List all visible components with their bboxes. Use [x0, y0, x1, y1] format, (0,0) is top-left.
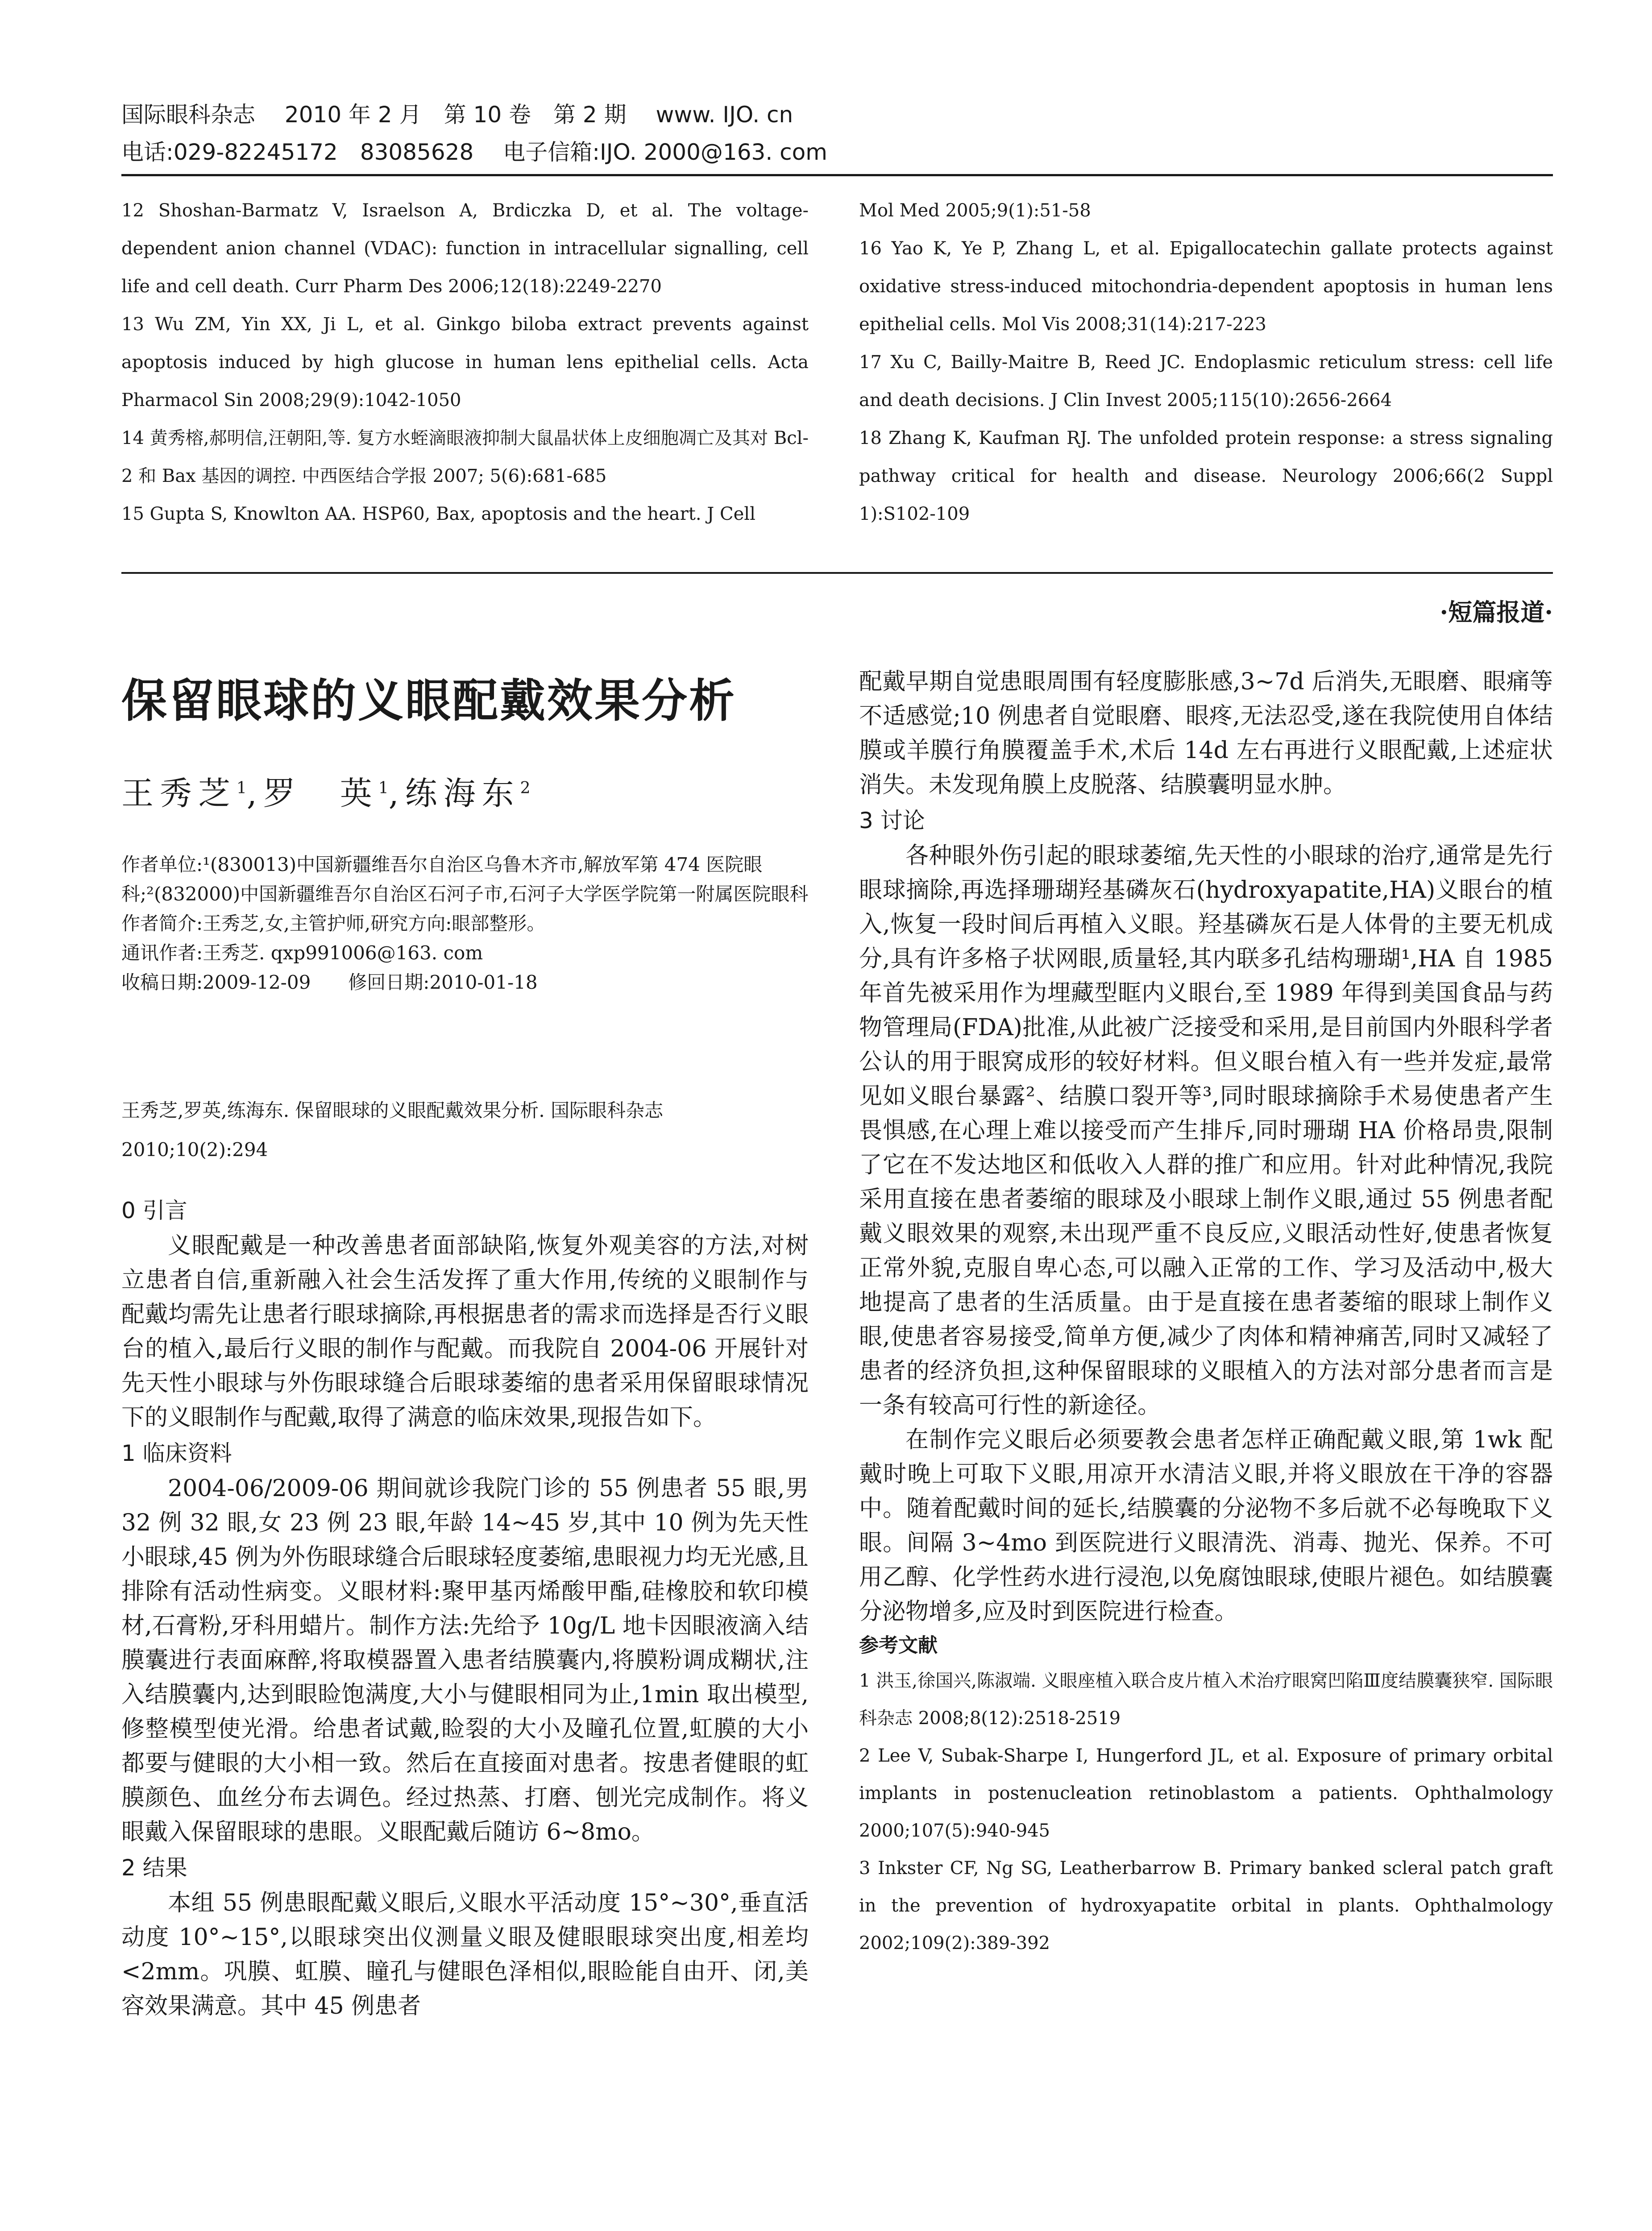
section-heading-clinical: 1 临床资料 [121, 1440, 232, 1466]
reference-item: 1 洪玉,徐国兴,陈淑端. 义眼座植入联合皮片植入术治疗眼窝凹陷Ⅲ度结膜囊狭窄. 国际眼科杂志 2008;8(12):2518-2519 [859, 1671, 1553, 1729]
author-name: ,练海东 [388, 775, 520, 812]
body-left-column [121, 1192, 809, 2024]
article-meta [121, 850, 809, 997]
prev-ref-item: 13 Wu ZM, Yin XX, Ji L, et al. Ginkgo biloba extract prevents against apoptosis induced by high glucose in human lens epithelial cells. Acta Pharmacol Sin 2008;29(9):1042-1050 [121, 314, 809, 411]
results-paragraph-continued: 配戴早期自觉患眼周围有轻度膨胀感,3~7d 后消失,无眼磨、眼痛等不适感觉;10 例患者自觉眼磨、眼疼,无法忍受,遂在我院使用自体结膜或羊膜行角膜覆盖手术,术后 14d 左右再进行义眼配戴,上述症状消失。未发现角膜上皮脱落、结膜囊明显水肿。 [859, 668, 1553, 798]
author-affiliations: 作者单位:¹(830013)中国新疆维吾尔自治区乌鲁木齐市,解放军第 474 医院眼科;²(832000)中国新疆维吾尔自治区石河子市,石河子大学医学院第一附属医院眼科 [121, 854, 809, 905]
prev-ref-item: 17 Xu C, Bailly-Maitre B, Reed JC. Endoplasmic reticulum stress: cell life and death decisions. J Clin Invest 2005;115(10):2656-2664 [859, 352, 1553, 411]
author-affiliation-mark: 2 [520, 779, 531, 797]
author-name: ,罗 英 [246, 775, 378, 812]
discussion-paragraph: 在制作完义眼后必须要教会患者怎样正确配戴义眼,第 1wk 配戴时晚上可取下义眼,用凉开水清洁义眼,并将义眼放在干净的容器中。随着配戴时间的延长,结膜囊的分泌物不多后就不必每晚取下义眼。间隔 3~4mo 到医院进行义眼清洗、消毒、抛光、保养。不可用乙醇、化学性药水进行浸泡,以免腐蚀眼球,使眼片褪色。如结膜囊分泌物增多,应及时到医院进行检查。 [859, 1427, 1553, 1625]
article-title: 保留眼球的义眼配戴效果分析 [121, 675, 736, 728]
prev-refs-right [859, 192, 1553, 533]
author-affiliation-mark: 1 [237, 779, 247, 797]
article-authors [121, 767, 531, 814]
references-heading: 参考文献 [859, 1634, 938, 1657]
section-heading-discussion: 3 讨论 [859, 808, 925, 834]
clinical-paragraph: 2004-06/2009-06 期间就诊我院门诊的 55 例患者 55 眼,男 32 例 32 眼,女 23 例 23 眼,年龄 14~45 岁,其中 10 例为先天性小眼球,45 例为外伤眼球缝合后眼球轻度萎缩,患眼视力均无光感,且排除有活动性病变。义眼材料:聚甲基丙烯酸甲酯,硅橡胶和软印模材,石膏粉,牙科用蜡片。制作方法:先给予 10g/L 地卡因眼液滴入结膜囊进行表面麻醉,将取模器置入患者结膜囊内,将膜粉调成糊状,注入结膜囊内,达到眼睑饱满度,大小与健眼相同为止,1min 取出模型,修整模型使光滑。给患者试戴,睑裂的大小及瞳孔位置,虹膜的大小都要与健眼的大小相一致。然后在直接面对患者。按患者健眼的虹膜颜色、血丝分布去调色。经过热蒸、打磨、刨光完成制作。将义眼戴入保留眼球的患眼。义眼配戴后随访 6~8mo。 [121, 1475, 809, 1845]
prev-refs-left [121, 192, 809, 533]
header-rule [121, 174, 1553, 176]
prev-ref-item: 18 Zhang K, Kaufman RJ. The unfolded protein response: a stress signaling pathway critical for health and disease. Neurology 2006;66(2 Suppl 1):S102-109 [859, 428, 1553, 524]
references-list [859, 1662, 1553, 1962]
prev-ref-item: 15 Gupta S, Knowlton AA. HSP60, Bax, apoptosis and the heart. J Cell [121, 504, 755, 524]
corresponding-author: 通讯作者:王秀芝. qxp991006@163. com [121, 942, 483, 964]
section-tag: ·短篇报道· [1440, 598, 1553, 626]
reference-item: 3 Inkster CF, Ng SG, Leatherbarrow B. Primary banked scleral patch graft in the prevention of hydroxyapatite orbital in plants. Ophthalmology 2002;109(2):389-392 [859, 1858, 1553, 1953]
received-dates: 收稿日期:2009-12-09 修回日期:2010-01-18 [121, 971, 538, 993]
body-right-column [859, 665, 1553, 1962]
prev-ref-item: Mol Med 2005;9(1):51-58 [859, 200, 1091, 221]
section-heading-results: 2 结果 [121, 1855, 187, 1881]
journal-header [121, 96, 827, 171]
journal-header-line2: 电话:029-82245172 83085628 电子信箱:IJO. 2000@163. com [121, 139, 827, 165]
section-heading-intro: 0 引言 [121, 1198, 187, 1223]
reference-item: 2 Lee V, Subak-Sharpe I, Hungerford JL, et al. Exposure of primary orbital implants in postenucleation retinoblastom a patients. Ophthalmology 2000;107(5):940-945 [859, 1746, 1553, 1841]
citation-line: 王秀芝,罗英,练海东. 保留眼球的义眼配戴效果分析. 国际眼科杂志 2010;10(2):294 [121, 1099, 664, 1161]
author-affiliation-mark: 1 [378, 779, 389, 797]
author-bio: 作者简介:王秀芝,女,主管护师,研究方向:眼部整形。 [121, 912, 546, 934]
intro-paragraph: 义眼配戴是一种改善患者面部缺陷,恢复外观美容的方法,对树立患者自信,重新融入社会生活发挥了重大作用,传统的义眼制作与配戴均需先让患者行眼球摘除,再根据患者的需求而选择是否行义眼台的植入,最后行义眼的制作与配戴。而我院自 2004-06 开展针对先天性小眼球与外伤眼球缝合后眼球萎缩的患者采用保留眼球情况下的义眼制作与配戴,取得了满意的临床效果,现报告如下。 [121, 1232, 809, 1431]
results-paragraph: 本组 55 例患眼配戴义眼后,义眼水平活动度 15°~30°,垂直活动度 10°~15°,以眼球突出仪测量义眼及健眼眼球突出度,相差均<2mm。巩膜、虹膜、瞳孔与健眼色泽相似,眼睑能自由开、闭,美容效果满意。其中 45 例患者 [121, 1890, 809, 2020]
author-name: 王秀芝 [121, 775, 237, 812]
discussion-paragraph: 各种眼外伤引起的眼球萎缩,先天性的小眼球的治疗,通常是先行眼球摘除,再选择珊瑚羟基磷灰石(hydroxyapatite,HA)义眼台的植入,恢复一段时间后再植入义眼。羟基磷灰石是人体骨的主要无机成分,具有许多格子状网眼,质量轻,其内联多孔结构珊瑚¹,HA 自 1985 年首先被采用作为埋藏型眶内义眼台,至 1989 年得到美国食品与药物管理局(FDA)批准,从此被广泛接受和采用,是目前国内外眼科学者公认的用于眼窝成形的较好材料。但义眼台植入有一些并发症,最常见如义眼台暴露²、结膜口裂开等³,同时眼球摘除手术易使患者产生畏惧感,在心理上难以接受而产生排斥,同时珊瑚 HA 价格昂贵,限制了它在不发达地区和低收入人群的推广和应用。针对此种情况,我院采用直接在患者萎缩的眼球及小眼球上制作义眼,通过 55 例患者配戴义眼效果的观察,未出现严重不良反应,义眼活动性好,使患者恢复正常外貌,克服自卑心态,可以融入正常的工作、学习及活动中,极大地提高了患者的生活质量。由于是直接在患者萎缩的眼球上制作义眼,使患者容易接受,简单方便,减少了肉体和精神痛苦,同时又减轻了患者的经济负担,这种保留眼球的义眼植入的方法对部分患者而言是一条有较高可行性的新途径。 [859, 842, 1553, 1419]
section-divider [121, 572, 1553, 574]
journal-header-line1: 国际眼科杂志 2010 年 2 月 第 10 卷 第 2 期 www. IJO. cn [121, 102, 793, 128]
prev-ref-item: 12 Shoshan-Barmatz V, Israelson A, Brdiczka D, et al. The voltage-dependent anion channel (VDAC): function in intracellular signalling, cell life and cell death. Curr Pharm Des 2006;12(18):2249-2270 [121, 200, 809, 297]
prev-ref-item: 14 黄秀榕,郝明信,汪朝阳,等. 复方水蛭滴眼液抑制大鼠晶状体上皮细胞凋亡及其对 Bcl-2 和 Bax 基因的调控. 中西医结合学报 2007; 5(6):681-685 [121, 428, 809, 486]
prev-ref-item: 16 Yao K, Ye P, Zhang L, et al. Epigallocatechin gallate protects against oxidative stress-induced mitochondria-dependent apoptosis in human lens epithelial cells. Mol Vis 2008;31(14):217-223 [859, 238, 1553, 335]
